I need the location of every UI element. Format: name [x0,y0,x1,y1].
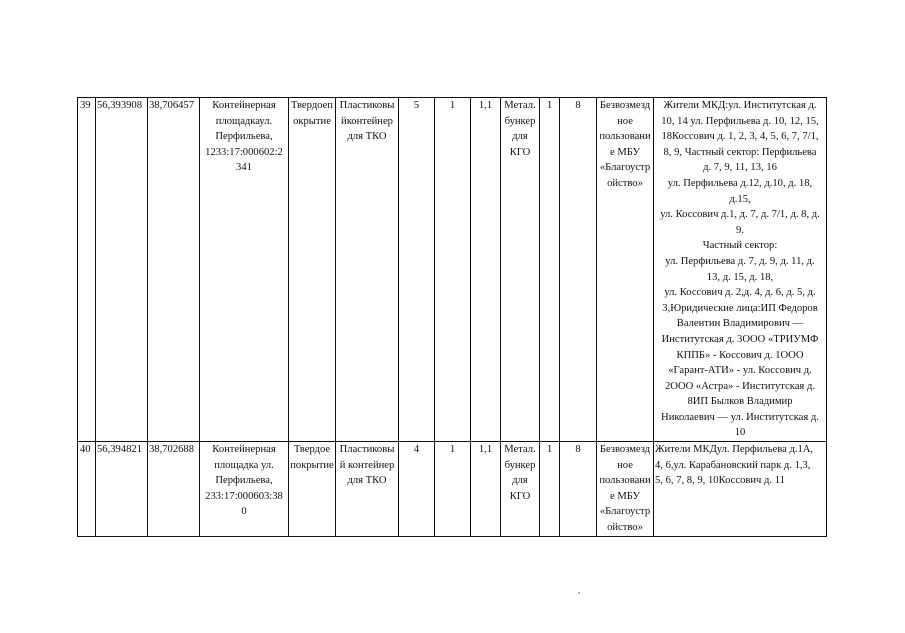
container-volume-cell: 1,1 [471,98,501,442]
row-number-cell: 39 [78,98,96,442]
owner-cell: Безвозмезд ное пользовани е МБУ «Благоустр ойство» [597,98,654,442]
planned-count-cell: 1 [435,98,471,442]
bunker-volume-cell: 8 [560,98,597,442]
latitude-cell: 56,393908 [96,98,148,442]
container-sites-table [77,97,827,537]
latitude-cell: 56,394821 [96,442,148,537]
container-type-cell: Пластиковы йконтейнер для ТКО [336,98,399,442]
waste-sources-cell: Жители МКД:ул. Институтская д. 10, 14 ул. Перфильева д. 10, 12, 15, 18Коссович д. 1, 2, 3, 4, 5, 6, 7, 7/1, 8, 9, Частный сектор: Перфильева д. 7, 9, 11, 13, 16 ул. Перфильева д.12, д.10, д. 18, д.15, ул. Коссович д.1, д. 7, д. 7/1, д. 8, д. 9. Частный сектор: ул. Перфильева д. 7, д. 9, д. 11, д. 13, д. 15, д. 18, ул. Коссович д. 2,д. 4, д. 6, д. 5, д. 3,Юридические лица:ИП Федоров Валентин Владимирович — Институтская д. 3ООО «ТРИУМФ КППБ» - Коссович д. 1ООО «Гарант-АТИ» - ул. Коссович д. 2ООО «Астра» - Институтская д. 8ИП Былков Владимир Николаевич — ул. Институтская д. 10 [654,98,827,442]
scan-speck [578,592,580,594]
location-cell: Контейнерная площадка ул. Перфильева, 233:17:000603:38 0 [200,442,289,537]
container-count-cell: 4 [399,442,435,537]
longitude-cell: 38,706457 [148,98,200,442]
container-count-cell: 5 [399,98,435,442]
waste-sources-cell: Жители МКДул. Перфильева д.1А, 4, 6,ул. Карабановский парк д. 1,3, 5, 6, 7, 8, 9, 10Коссович д. 11 [654,442,827,537]
bunker-volume-cell: 8 [560,442,597,537]
container-volume-cell: 1,1 [471,442,501,537]
bunker-count-cell: 1 [540,98,560,442]
container-type-cell: Пластиковы й контейнер для ТКО [336,442,399,537]
table-row [78,442,827,537]
surface-cell: Твердое покрытие [289,442,336,537]
planned-count-cell: 1 [435,442,471,537]
longitude-cell: 38,702688 [148,442,200,537]
bunker-type-cell: Метал. бункер для КГО [501,98,540,442]
surface-cell: Твердоеп окрытие [289,98,336,442]
owner-cell: Безвозмезд ное пользовани е МБУ «Благоустр ойство» [597,442,654,537]
bunker-type-cell: Метал. бункер для КГО [501,442,540,537]
bunker-count-cell: 1 [540,442,560,537]
table-row [78,98,827,442]
row-number-cell: 40 [78,442,96,537]
location-cell: Контейнерная площадкаул. Перфильева, 1233:17:000602:2 341 [200,98,289,442]
